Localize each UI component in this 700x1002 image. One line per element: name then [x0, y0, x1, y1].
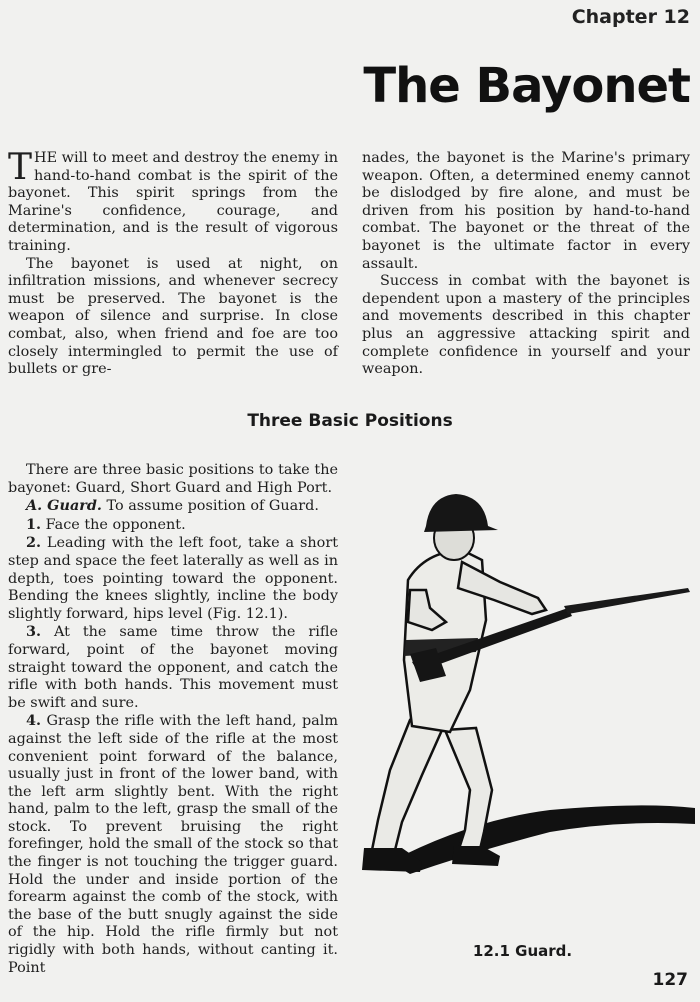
step-number: 1. [26, 515, 42, 533]
step-number: 2. [26, 534, 42, 552]
section-heading: Three Basic Positions [247, 411, 453, 431]
intro-paragraph-4: Success in combat with the bayonet is dependent upon a mastery of the principles and movements described in this chapter plus an aggressive attacking spirit and complete confidence in yourself and your weapon. [362, 273, 690, 378]
step-3 [8, 623, 338, 712]
intro-paragraph-1-text: HE will to meet and destroy the enemy in hand-to-hand combat is the spirit of the bayonet. This spirit springs from the Marine's confidence, courage, and determination, and is the result of vigorous training. [8, 150, 338, 254]
body-column [8, 462, 338, 977]
page-number: 127 [652, 970, 688, 990]
step-number: 3. [26, 623, 42, 641]
intro-column-left [8, 147, 338, 379]
intro-paragraph-1 [8, 147, 338, 256]
intro-paragraph-3: nades, the bayonet is the Marine's primary weapon. Often, a determined enemy cannot be dislodged by fire alone, and must be driven from his position by hand-to-hand combat. The bayonet or the threat of the bayonet is the ultimate factor in every assault. [362, 150, 690, 272]
drop-cap: T [8, 147, 33, 188]
step-number: 4. [26, 712, 42, 730]
chapter-title: The Bayonet [363, 58, 690, 114]
subsection-text: To assume position of Guard. [106, 498, 319, 515]
soldier-guard-illustration [350, 490, 695, 890]
intro-paragraph-2: The bayonet is used at night, on infiltration missions, and whenever secrecy must be preserved. The bayonet is the weapon of silence and surprise. In close combat, also, when friend and foe are too closely intermingled to permit the use of bullets or gre- [8, 255, 338, 378]
subsection-label: A. Guard. [26, 497, 102, 515]
step-text: Grasp the rifle with the left hand, palm against the left side of the rifle at the most convenient point forward of the balance, usually just in front of the lower band, with the left arm slightly bent. With the right hand, palm to the left, grasp the small of the stock. To prevent bruising the right forefinger, hold the small of the stock so that the finger is not touching the trigger guard. Hold the under and inside portion of the forearm against the comb of the stock, with the base of the butt snugly against the side of the hip. Hold the rifle firmly but not rigidly with both hands, without canting it. Point [8, 713, 338, 976]
step-1 [8, 516, 338, 535]
step-4 [8, 712, 338, 977]
figure-caption: 12.1 Guard. [472, 942, 573, 960]
chapter-label: Chapter 12 [571, 6, 690, 28]
subsection-guard [8, 497, 338, 516]
step-text: Face the opponent. [45, 516, 186, 533]
intro-column-right [362, 150, 690, 379]
step-text: At the same time throw the rifle forward, point of the bayonet moving straight toward the opponent, and catch the rifle with both hands. This movement must be swift and sure. [8, 624, 339, 711]
step-2 [8, 534, 338, 623]
step-text: Leading with the left foot, take a short step and space the feet laterally as well as in depth, toes pointing toward the opponent. Bending the knees slightly, incline the body slightly forward, hips level (Fig. 12.1). [8, 535, 338, 622]
section-intro: There are three basic positions to take the bayonet: Guard, Short Guard and High Port. [8, 462, 338, 496]
